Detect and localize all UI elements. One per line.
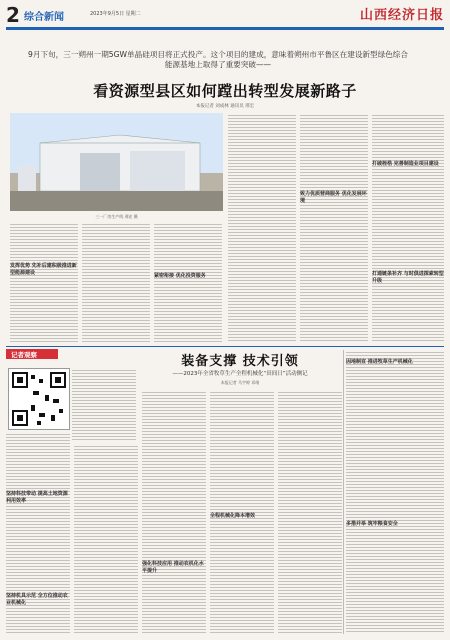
section-subhead-item: 因地制宜 推进牧草生产机械化 xyxy=(346,359,413,365)
qr-code xyxy=(8,368,70,430)
section-subhead-item: 坚持机具示范 全方位推动农业机械化 xyxy=(6,593,68,606)
text-column xyxy=(372,113,444,342)
text-column xyxy=(74,444,138,634)
issue-date: 2023年9月5日 星期二 xyxy=(90,11,141,17)
article-subhead: 致力优质营商服务 优化发展环境 xyxy=(300,191,367,204)
text-column xyxy=(154,222,222,342)
article-subhead: 发挥优势 先补后建积极推进新型能源建设 xyxy=(10,263,77,276)
factory-illustration xyxy=(10,113,223,211)
column-tag-label: 记者观察 xyxy=(11,351,37,359)
section-subhead-item: 全程机械化降本增效 xyxy=(210,513,256,519)
page-number: 2 xyxy=(6,3,20,27)
article-subhead: 打破桎梏 完善制造业项目建设 xyxy=(372,161,439,167)
article-lead: 9月下旬，三一朔州一期5GW单晶硅项目将正式投产。这个项目的建成，意味着朔州市平鲁区在建设新型绿色综合能源基地上取得了重要突破—— xyxy=(28,50,408,69)
text-column xyxy=(228,113,296,342)
article-headline: 看资源型县区如何蹚出转型发展新路子 xyxy=(93,82,357,100)
section-divider xyxy=(6,346,444,347)
text-column xyxy=(10,222,78,342)
section-subhead-item: 坚持科技带动 提高土地资源利用效率 xyxy=(6,491,68,504)
photo-caption: 三一厂房生产线 邢宏 摄 xyxy=(95,214,138,219)
section-subhead: ——2023年全省牧草生产全程机械化“田间日”活动侧记 xyxy=(172,371,308,377)
header-rule xyxy=(6,27,444,30)
section-title: 综合新闻 xyxy=(24,12,64,23)
text-column xyxy=(72,368,136,440)
factory-photo xyxy=(10,113,223,211)
masthead xyxy=(0,0,450,40)
section-subhead-item: 强化科技应用 推动农机化水平提升 xyxy=(142,561,204,574)
section-subhead-item: 多措并举 筑牢粮食安全 xyxy=(346,521,398,527)
qr-code-icon xyxy=(9,369,69,429)
text-column xyxy=(142,390,206,634)
text-column xyxy=(346,350,444,634)
text-column xyxy=(278,390,342,634)
article-subhead: 紧密衔接 优化投资服务 xyxy=(154,273,206,279)
text-column xyxy=(300,113,368,342)
section-headline: 装备支撑 技术引领 xyxy=(181,354,299,369)
article-subhead: 打通链条补齐 与时俱进探索转型升级 xyxy=(372,271,444,284)
column-tag xyxy=(6,349,58,359)
column-rule xyxy=(343,350,344,634)
article-byline: 本报记者 刘成林 通讯员 邢宏 xyxy=(195,104,255,109)
section-byline: 本报记者 马宇婷 邓绪 xyxy=(220,380,260,385)
text-column xyxy=(82,222,150,342)
newspaper-logo: 山西经济日报 xyxy=(359,8,444,23)
